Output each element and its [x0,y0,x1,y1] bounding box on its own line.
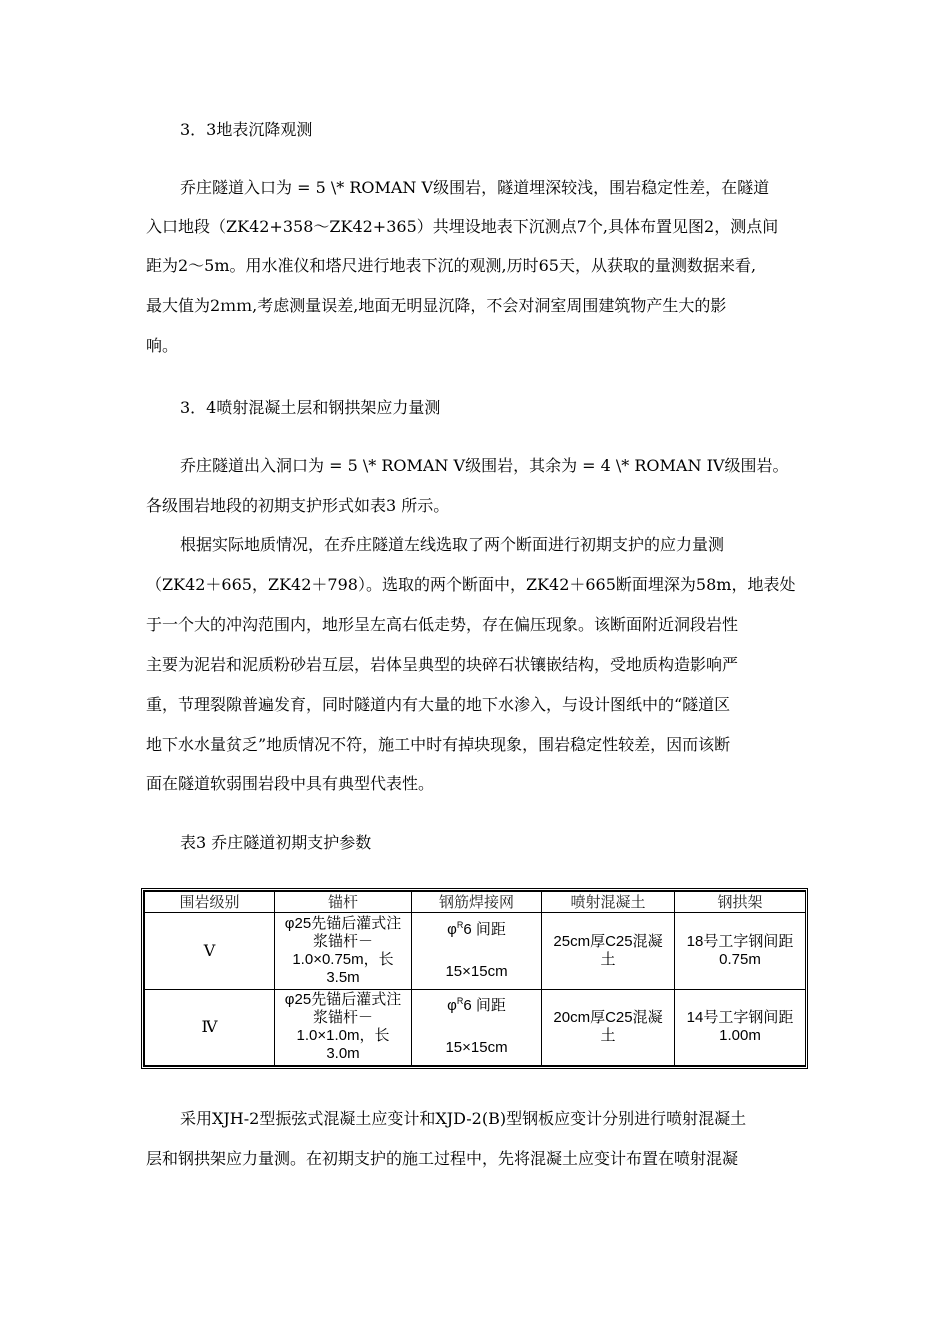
grade-cell: Ⅴ [145,913,275,990]
header-cell: 锚杆 [275,892,412,913]
mesh-cell [412,913,542,990]
mesh-spec [414,921,539,939]
bolt-cell [275,913,412,990]
paragraph-line: 重，节理裂隙普遍发育，同时隧道内有大量的地下水渗入，与设计图纸中的“隧道区 [146,695,731,714]
paragraph-line: 乔庄隧道入口为 = 5 \* ROMAN V级围岩，隧道埋深较浅，围岩稳定性差，在隧道 [180,178,770,197]
cell-line: 0.75m [719,950,761,968]
grade-cell: Ⅳ [145,989,275,1066]
table-caption: 表3 乔庄隧道初期支护参数 [180,833,372,852]
cell-line: 3.0m [326,1045,360,1063]
cell-line: φ25先锚后灌式注 [284,991,402,1009]
cell-line: 1.00m [719,1027,761,1045]
mesh-spacing-label: 6 间距 [463,920,506,938]
paragraph-line: 层和钢拱架应力量测。在初期支护的施工过程中，先将混凝土应变计布置在喷射混凝 [146,1149,739,1168]
paragraph-line: 最大值为2ｍｍ,考虑测量误差,地面无明显沉降，不会对洞室周围建筑物产生大的影 [146,296,727,315]
cell-line: φ25先锚后灌式注 [284,914,402,932]
section-heading-3-3: 3．3地表沉降观测 [180,120,313,139]
arch-cell [675,989,806,1066]
cell-line: 20cm厚C25混凝 [553,1009,663,1027]
cell-line: 土 [600,950,616,968]
cell-line: 土 [600,1027,616,1045]
mesh-superscript: R [456,919,464,930]
paragraph-line: 地下水水量贫乏”地质情况不符，施工中时有掉块现象，围岩稳定性较差，因而该断 [146,735,731,754]
header-cell: 钢筋焊接网 [412,892,542,913]
mesh-spacing-label: 6 间距 [463,997,506,1015]
paragraph-line: 入口地段（ZK42+358～ZK42+365）共埋设地表下沉测点7个,具体布置见图2，测点间 [146,217,779,236]
mesh-spec [414,997,539,1015]
cell-line: 浆锚杆－ [312,932,373,950]
phi-symbol: φ [447,920,457,938]
paragraph-line: 面在隧道软弱围岩段中具有典型代表性。 [146,774,435,793]
cell-line: 18号工字钢间距 [686,932,794,950]
paragraph-line: 根据实际地质情况，在乔庄隧道左线选取了两个断面进行初期支护的应力量测 [180,535,725,554]
header-cell: 喷射混凝土 [542,892,675,913]
paragraph-line: 各级围岩地段的初期支护形式如表3 所示。 [146,496,450,515]
paragraph-line: 响。 [146,336,179,355]
header-cell: 围岩级别 [145,892,275,913]
paragraph-line: 主要为泥岩和泥质粉砂岩互层，岩体呈典型的块碎石状镶嵌结构，受地质构造影响严 [146,655,739,674]
phi-symbol: φ [447,997,457,1015]
paragraph-line: 于一个大的冲沟范围内，地形呈左高右低走势，存在偏压现象。该断面附近洞段岩性 [146,615,739,634]
mesh-cell [412,989,542,1066]
table-header-row [145,892,806,913]
cell-line: 25cm厚C25混凝 [553,932,663,950]
bolt-cell [275,989,412,1066]
mesh-grid: 15×15cm [445,1039,508,1057]
section-heading-3-4: 3．4喷射混凝土层和钢拱架应力量测 [180,398,441,417]
shotcrete-cell [542,913,675,990]
paragraph-line: 采用XJH-2型振弦式混凝土应变计和XJD-2(B)型钢板应变计分别进行喷射混凝土 [180,1109,747,1128]
mesh-grid: 15×15cm [445,962,508,980]
header-cell: 钢拱架 [675,892,806,913]
table-row [145,913,806,990]
cell-line: 3.5m [326,968,360,986]
cell-line: 14号工字钢间距 [686,1009,794,1027]
cell-line: 1.0×1.0m，长 [296,1027,390,1045]
table-row [145,989,806,1066]
paragraph-line: （ZK42＋665，ZK42＋798）。选取的两个断面中，ZK42＋665断面埋深为58m，地表处 [146,575,796,594]
cell-line: 浆锚杆－ [312,1009,373,1027]
cell-line: 1.0×0.75m，长 [292,950,394,968]
mesh-superscript: R [456,996,464,1007]
support-parameters-table [141,888,808,1069]
paragraph-line: 乔庄隧道出入洞口为 = 5 \* ROMAN V级围岩，其余为 = 4 \* ROMAN IV级围岩。 [180,456,789,475]
arch-cell [675,913,806,990]
shotcrete-cell [542,989,675,1066]
paragraph-line: 距为2～5m。用水准仪和塔尺进行地表下沉的观测,历时65天，从获取的量测数据来看, [146,256,757,275]
